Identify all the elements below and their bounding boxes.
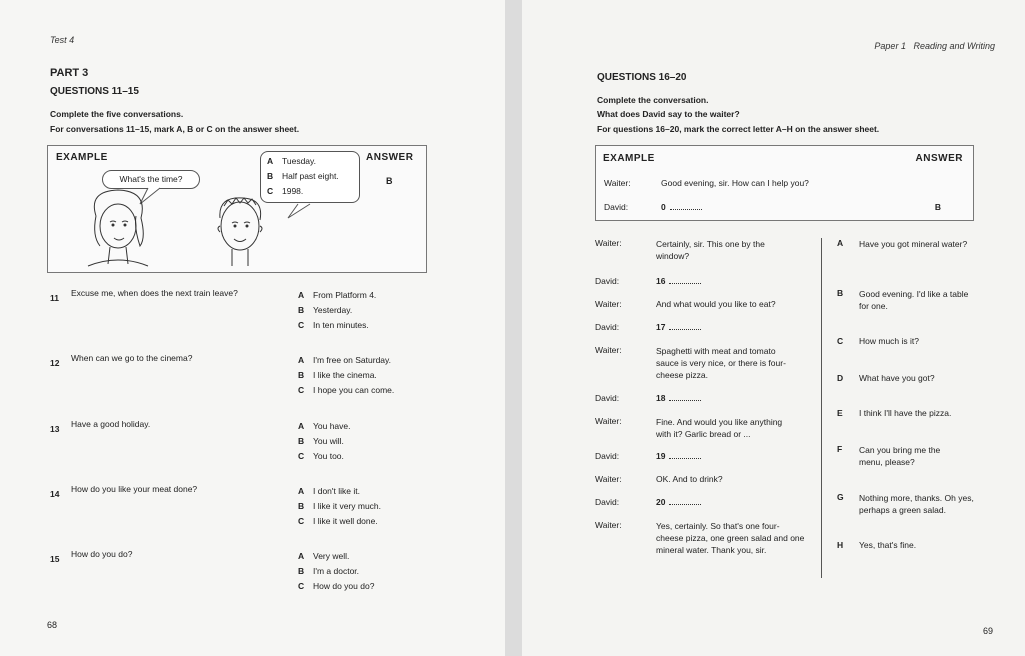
part-title: PART 3 — [50, 67, 89, 79]
running-header-right: Paper 1 Reading and Writing — [874, 41, 995, 51]
left-page — [0, 0, 505, 656]
example-david-speaker: David: — [604, 202, 629, 212]
dialogue-speaker-7: Waiter: — [595, 416, 622, 426]
right-page: Paper 1 Reading and Writing QUESTIONS 16–20 Complete the conversation. What does David say to the waiter? For questions 16–20, mark the correct letter A–H on the answer sheet. EXAMPLE ANSWER Waiter: Good evening, sir. How can I help you? David: 0 B Waiter: Certainly, sir. This one by the window? David: 16 Waiter: And what would you like to eat? David: 17 Waiter: Spaghetti with meat and tomato sauce is very nice, or there is four-cheese pizza. David: 18 Waiter: Fine. And would you like anything with it? Garlic bread or ... David: 19 Waiter: OK. And to drink? David: 20 Waiter: Yes, certainly. So that's one four-cheese pizza, one green salad and one mineral water. Thank you, sir. A Have you got mineral water? B Good evening. I'd like a table for one. C How much is it? D What have you got? E I think I'll have the pizza. F Can you bring me the menu, please? G Nothing more, thanks. Oh yes, perhaps a green salad. H Yes, that's fine. 69 — [522, 0, 1025, 656]
answer-label-right: ANSWER — [915, 153, 963, 164]
q12-option-a[interactable]: A I'm free on Saturday. — [298, 355, 392, 365]
dialogue-line-4[interactable]: 17 — [656, 322, 701, 332]
instruction-1: Complete the five conversations. — [50, 109, 184, 119]
q14-option-a[interactable]: A I don't like it. — [298, 486, 360, 496]
dialogue-line-3: And what would you like to eat? — [656, 299, 776, 309]
example-answer-right: B — [934, 202, 941, 212]
q12-text: When can we go to the cinema? — [71, 353, 193, 363]
example-answer: B — [386, 176, 393, 186]
example-label-right: EXAMPLE — [603, 153, 655, 164]
dialogue-line-1: Certainly, sir. This one by the window? — [656, 239, 765, 261]
q13-option-a[interactable]: A You have. — [298, 421, 351, 431]
q14-option-b[interactable]: B I like it very much. — [298, 501, 382, 511]
dialogue-speaker-11: Waiter: — [595, 520, 622, 530]
question-bubble-text: What's the time? — [119, 174, 183, 184]
q11 — [50, 288, 450, 330]
example-option-a: A Tuesday. — [267, 156, 317, 166]
q15 — [50, 549, 450, 591]
boy-illustration — [218, 198, 262, 266]
example-box — [47, 145, 427, 273]
dialogue-line-6[interactable]: 18 — [656, 393, 701, 403]
q14 — [50, 484, 450, 526]
q15-options — [298, 549, 374, 594]
example-illustration — [48, 146, 426, 272]
q14-options — [298, 484, 381, 529]
questions-title-right: QUESTIONS 16–20 — [597, 72, 687, 83]
girl-illustration — [88, 190, 148, 266]
q13 — [50, 419, 450, 461]
example-david-line: 0 — [661, 202, 702, 212]
q13-text: Have a good holiday. — [71, 419, 151, 429]
example-label: EXAMPLE — [56, 152, 108, 163]
q11-text: Excuse me, when does the next train leave? — [71, 288, 238, 298]
q15-text: How do you do? — [71, 549, 133, 559]
dialogue-speaker-4: David: — [595, 322, 620, 332]
q15-option-b[interactable]: B I'm a doctor. — [298, 566, 360, 576]
dialogue-line-11: Yes, certainly. So that's one four-cheese pizza, one green salad and one mineral water. Thank you, sir. — [656, 521, 805, 555]
q12-option-c[interactable]: C I hope you can come. — [298, 385, 395, 395]
example-box-right — [595, 145, 974, 221]
dialogue-line-7: Fine. And would you like anything with it? Garlic bread or ... — [656, 417, 783, 439]
dialogue-speaker-6: David: — [595, 393, 620, 403]
dialogue-speaker-10: David: — [595, 497, 620, 507]
dialogue-speaker-1: Waiter: — [595, 238, 622, 248]
q14-number: 14 — [50, 489, 60, 499]
dialogue-line-10[interactable]: 20 — [656, 497, 701, 507]
q12-option-b[interactable]: B I like the cinema. — [298, 370, 377, 380]
example-blank — [670, 203, 702, 210]
q15-option-a[interactable]: A Very well. — [298, 551, 350, 561]
q11-option-c[interactable]: C In ten minutes. — [298, 320, 369, 330]
instruction-2: For conversations 11–15, mark A, B or C on the answer sheet. — [50, 124, 300, 134]
dialogue-line-9: OK. And to drink? — [656, 474, 723, 484]
example-waiter-speaker: Waiter: — [604, 178, 631, 188]
page-number-left: 68 — [47, 620, 58, 630]
page-number-right: 69 — [982, 626, 993, 636]
dialogue-speaker-5: Waiter: — [595, 345, 622, 355]
q11-number: 11 — [50, 293, 59, 303]
questions-title: QUESTIONS 11–15 — [50, 86, 139, 97]
q13-number: 13 — [50, 424, 60, 434]
dialogue-line-5: Spaghetti with meat and tomato sauce is very nice, or there is four-cheese pizza. — [656, 346, 786, 380]
q13-option-b[interactable]: B You will. — [298, 436, 344, 446]
q13-option-c[interactable]: C You too. — [298, 451, 344, 461]
instruction-right-3: For questions 16–20, mark the correct letter A–H on the answer sheet. — [597, 124, 880, 134]
q11-options — [298, 288, 376, 333]
dialogue-line-2[interactable]: 16 — [656, 276, 701, 286]
dialogue-line-8[interactable]: 19 — [656, 451, 701, 461]
instruction-right-2: What does David say to the waiter? — [597, 109, 740, 119]
dialogue-speaker-8: David: — [595, 451, 620, 461]
instruction-right-1: Complete the conversation. — [597, 95, 709, 105]
example-waiter-line: Good evening, sir. How can I help you? — [661, 178, 809, 188]
q11-option-a[interactable]: A From Platform 4. — [298, 290, 377, 300]
q15-number: 15 — [50, 554, 60, 564]
q13-options — [298, 419, 351, 464]
q12-number: 12 — [50, 358, 60, 368]
q12 — [50, 353, 450, 395]
dialogue-speaker-9: Waiter: — [595, 474, 622, 484]
q11-option-b[interactable]: B Yesterday. — [298, 305, 353, 315]
q12-options — [298, 353, 394, 398]
example-option-c: C 1998. — [267, 186, 304, 196]
example-option-b: B Half past eight. — [267, 171, 339, 181]
answer-label: ANSWER — [366, 152, 414, 163]
q14-option-c[interactable]: C I like it well done. — [298, 516, 378, 526]
q15-option-c[interactable]: C How do you do? — [298, 581, 375, 591]
running-header: Test 4 — [50, 35, 75, 45]
column-divider — [821, 238, 822, 578]
dialogue-speaker-2: David: — [595, 276, 620, 286]
q14-text: How do you like your meat done? — [71, 484, 198, 494]
dialogue-speaker-3: Waiter: — [595, 299, 622, 309]
